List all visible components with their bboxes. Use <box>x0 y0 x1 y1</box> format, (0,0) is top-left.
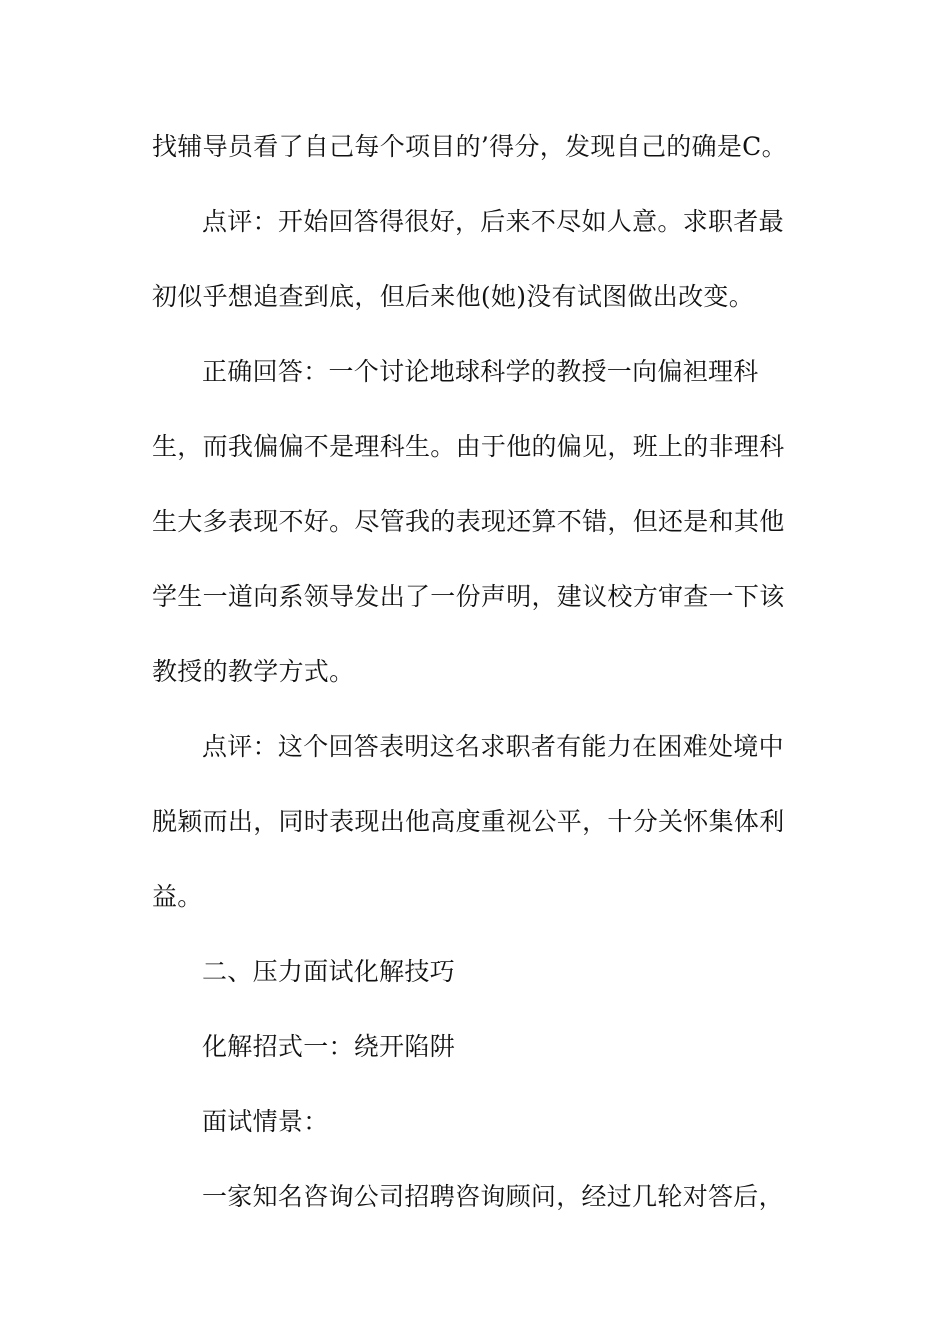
text-line: 找辅导员看了自己每个项目的’得分，发现自己的确是C。 <box>152 132 787 161</box>
subsection-heading: 化解招式一：绕开陷阱 <box>202 1032 456 1061</box>
text-line: 生大多表现不好。尽管我的表现还算不错，但还是和其他 <box>152 507 785 536</box>
section-heading: 二、压力面试化解技巧 <box>202 957 456 986</box>
text-line: 生，而我偏偏不是理科生。由于他的偏见，班上的非理科 <box>152 432 785 461</box>
text-line: 一家知名咨询公司招聘咨询顾问，经过几轮对答后， <box>202 1182 784 1211</box>
text-line: 教授的教学方式。 <box>152 657 355 686</box>
text-line: 初似乎想追查到底，但后来他(她)没有试图做出改变。 <box>152 282 755 311</box>
text-line: 正确回答：一个讨论地球科学的教授一向偏袒理科 <box>202 357 759 386</box>
text-line: 学生一道向系领导发出了一份声明，建议校方审查一下该 <box>152 582 785 611</box>
text-line: 面试情景： <box>202 1107 329 1136</box>
document-body <box>152 128 792 1216</box>
text-line: 脱颖而出，同时表现出他高度重视公平，十分关怀集体利 <box>152 807 785 836</box>
text-line: 益。 <box>152 882 203 911</box>
text-line: 点评：这个回答表明这名求职者有能力在困难处境中 <box>202 732 784 761</box>
text-line: 点评：开始回答得很好，后来不尽如人意。求职者最 <box>202 207 784 236</box>
